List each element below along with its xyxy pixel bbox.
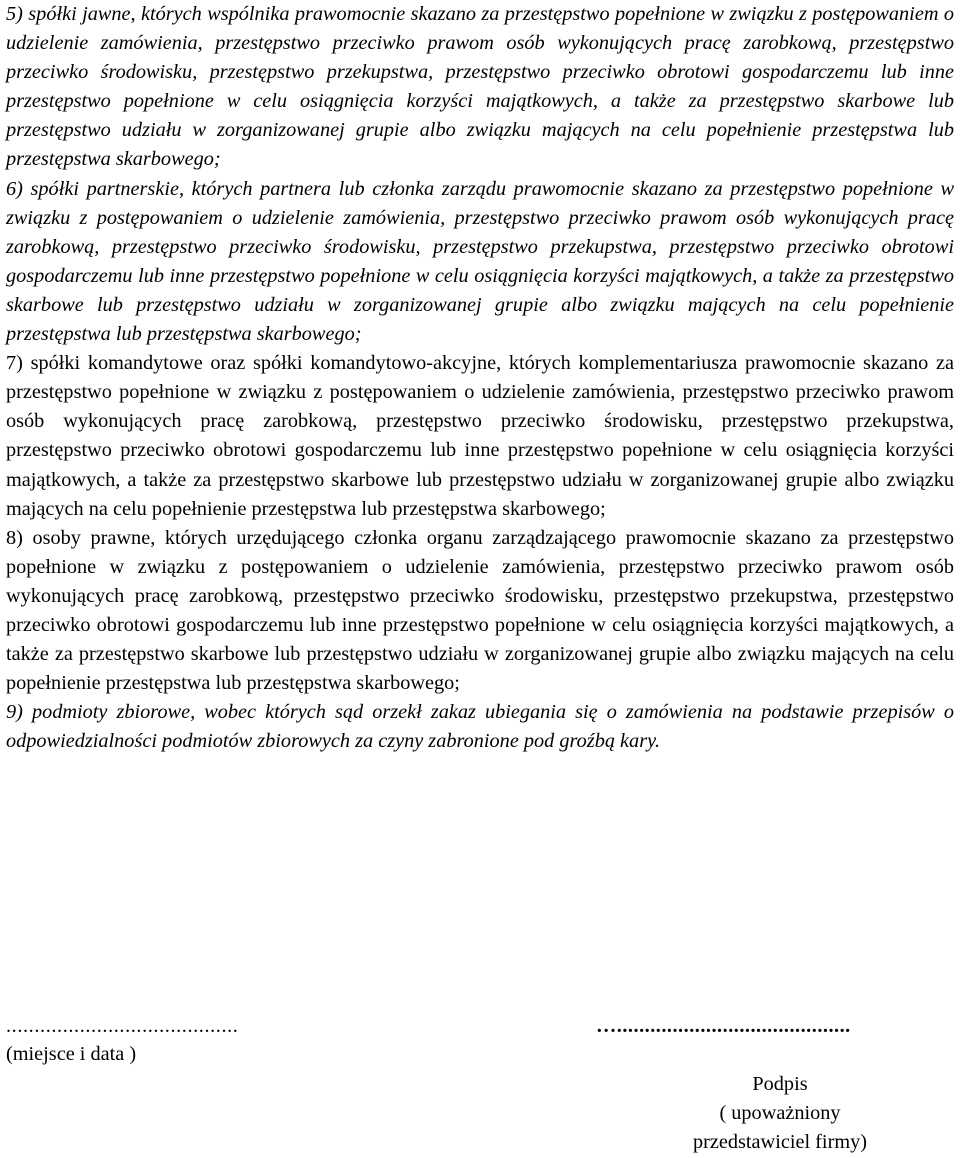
clause-6: 6) spółki partnerskie, których partnera lub członka zarządu prawomocnie skazano za przestępstwo popełnione w związku z postępowaniem o udzielenie zamówienia, przestępstwo przeciwko prawom osób wykonujących pracę zarobkową, przestępstwo przeciwko środowisku, przestępstwo przekupstwa, przestępstwo przeciwko obrotowi gospodarczemu lub inne przestępstwo popełnione w celu osiągnięcia korzyści majątkowych, a także za przestępstwo skarbowe lub przestępstwo udziału w zorganizowanej grupie albo związku mających na celu popełnienie przestępstwa lub przestępstwa skarbowego; bbox=[6, 177, 954, 346]
place-date-dotted-line: ......................................... bbox=[6, 1015, 239, 1037]
signature-footer bbox=[0, 1008, 960, 1158]
clause-9: 9) podmioty zbiorowe, wobec których sąd orzekł zakaz ubiegania się o zamówienia na podstawie przepisów o odpowiedzialności podmiotów zbiorowych za czyny zabronione pod groźbą kary. bbox=[6, 701, 954, 753]
signature-representative: przedstawiciel firmy) bbox=[692, 1131, 867, 1153]
document-body bbox=[6, 0, 954, 756]
signature-dotted-line: ….......................................... bbox=[596, 1015, 851, 1037]
place-date-label: (miejsce i data ) bbox=[6, 1043, 137, 1065]
signature-caption bbox=[660, 1070, 900, 1157]
signature-authorized: ( upoważniony bbox=[719, 1102, 841, 1124]
clause-5: 5) spółki jawne, których wspólnika prawomocnie skazano za przestępstwo popełnione w związku z postępowaniem o udzielenie zamówienia, przestępstwo przeciwko prawom osób wykonujących pracę zarobkową, przestępstwo przeciwko środowisku, przestępstwo przekupstwa, przestępstwo przeciwko obrotowi gospodarczemu lub inne przestępstwo popełnione w celu osiągnięcia korzyści majątkowych, a także za przestępstwo skarbowe lub przestępstwo udziału w zorganizowanej grupie albo związku mających na celu popełnienie przestępstwa lub przestępstwa skarbowego; bbox=[6, 3, 954, 171]
signature-label: Podpis bbox=[752, 1073, 808, 1095]
clause-7: 7) spółki komandytowe oraz spółki komandytowo-akcyjne, których komplementariusza prawomocnie skazano za przestępstwo popełnione w związku z postępowaniem o udzielenie zamówienia, przestępstwo przeciwko prawom osób wykonujących pracę zarobkową, przestępstwo przeciwko środowisku, przestępstwo przekupstwa, przestępstwo przeciwko obrotowi gospodarczemu lub inne przestępstwo popełnione w celu osiągnięcia korzyści majątkowych, a także za przestępstwo skarbowe lub przestępstwo udziału w zorganizowanej grupie albo związku mających na celu popełnienie przestępstwa lub przestępstwa skarbowego; bbox=[6, 352, 954, 520]
clause-8: 8) osoby prawne, których urzędującego członka organu zarządzającego prawomocnie skazano za przestępstwo popełnione w związku z postępowaniem o udzielenie zamówienia, przestępstwo przeciwko prawom osób wykonujących pracę zarobkową, przestępstwo przeciwko środowisku, przestępstwo przekupstwa, przestępstwo przeciwko obrotowi gospodarczemu lub inne przestępstwo popełnione w celu osiągnięcia korzyści majątkowych, a także za przestępstwo skarbowe lub przestępstwo udziału w zorganizowanej grupie albo związku mających na celu popełnienie przestępstwa lub przestępstwa skarbowego; bbox=[6, 526, 954, 695]
